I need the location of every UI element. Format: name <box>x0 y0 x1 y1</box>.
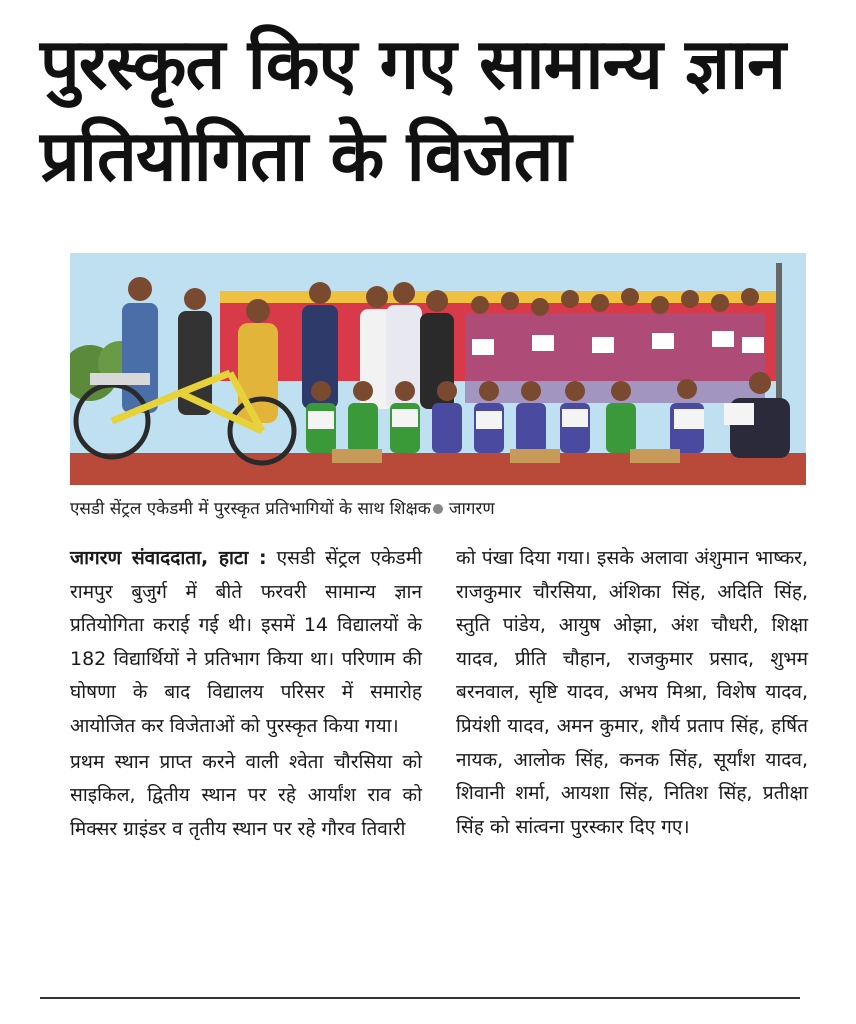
paragraph-1-text: एसडी सेंट्रल एकेडमी रामपुर बुजुर्ग में बीते फरवरी सामान्य ज्ञान प्रतियोगिता कराई गई थी। इसमें 14 विद्यालयों के 182 विद्यार्थियों ने प्रतिभाग किया था। परिणाम की घोषणा के बाद विद्यालय परिसर में समारोह आयोजित कर विजेताओं को पुरस्कृत किया गया। <box>70 547 422 737</box>
byline: जागरण संवाददाता, हाटा : <box>70 547 267 569</box>
paragraph-3: को पंखा दिया गया। इसके अलावा अंशुमान भाष्कर, राजकुमार चौरसिया, अंशिका सिंह, अदिति सिंह, स्तुति पांडेय, आयुष ओझा, अंश चौधरी, शिक्षा यादव, प्रीति चौहान, राजकुमार प्रसाद, शुभम बरनवाल, सृष्टि यादव, अभय मिश्रा, विशेष यादव, प्रियंशी यादव, अमन कुमार, शौर्य प्रताप सिंह, हर्षित नायक, आलोक सिंह, कनक सिंह, सूर्यांश यादव, शिवानी शर्मा, आयशा सिंह, नितिश सिंह, प्रतीक्षा सिंह को सांत्वना पुरस्कार दिए गए। <box>456 547 808 838</box>
bottom-divider <box>40 997 800 999</box>
paragraph-2: प्रथम स्थान प्राप्त करने वाली श्वेता चौरसिया को साइकिल, द्वितीय स्थान पर रहे आर्यांश राव को मिक्सर ग्राइंडर व तृतीय स्थान पर रहे गौरव तिवारी <box>70 750 422 840</box>
paragraph-1 <box>70 542 422 744</box>
caption-credit: जागरण <box>448 499 495 519</box>
article-column-left <box>70 542 422 846</box>
article-column-right <box>456 542 808 844</box>
bullet-icon <box>433 504 443 514</box>
group-photo <box>70 253 806 485</box>
caption-text: एसडी सेंट्रल एकेडमी में पुरस्कृत प्रतिभागियों के साथ शिक्षक <box>70 499 431 519</box>
headline: पुरस्कृत किए गए सामान्य ज्ञान प्रतियोगिता के विजेता <box>40 23 786 197</box>
article-body <box>70 542 810 990</box>
photo-caption <box>70 496 806 522</box>
